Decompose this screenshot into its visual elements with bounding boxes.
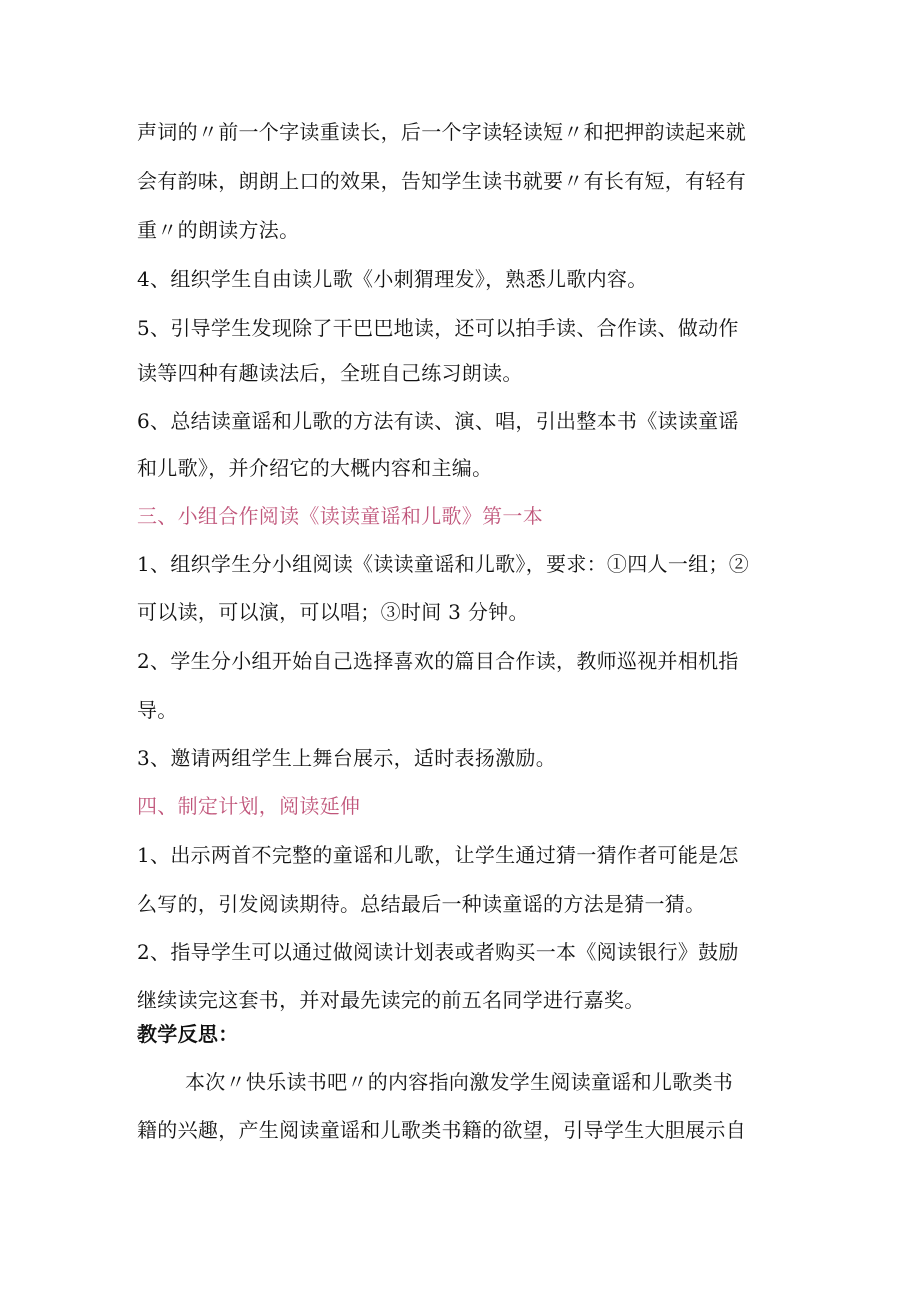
- reflection-heading: 教学反思：: [137, 1022, 239, 1046]
- list-item-1: 1、出示两首不完整的童谣和儿歌，让学生通过猜一猜作者可能是怎: [137, 843, 739, 867]
- reflection-paragraph-line: 籍的兴趣，产生阅读童谣和儿歌类书籍的欲望，引导学生大胆展示自: [137, 1118, 746, 1142]
- paragraph-line: 和儿歌》，并介绍它的大概内容和主编。: [137, 456, 493, 480]
- list-item-6: 6、总结读童谣和儿歌的方法有读、演、唱，引出整本书《读读童谣: [137, 409, 739, 433]
- list-item-1: 1、组织学生分小组阅读《读读童谣和儿歌》，要求：①四人一组；②: [137, 552, 750, 576]
- paragraph-line: 重〃的朗读方法。: [137, 218, 300, 242]
- paragraph-line: 可以读，可以演，可以唱；③时间 3 分钟。: [137, 600, 529, 624]
- paragraph-line: 导。: [137, 698, 178, 722]
- paragraph-line: 继续读完这套书，并对最先读完的前五名同学进行嘉奖。: [137, 988, 645, 1012]
- list-item-2: 2、学生分小组开始自己选择喜欢的篇目合作读，教师巡视并相机指: [137, 649, 739, 673]
- paragraph-line: 声词的〃前一个字读重读长，后一个字读轻读短〃和把押韵读起来就: [137, 120, 746, 144]
- paragraph-line: 么写的，引发阅读期待。总结最后一种读童谣的方法是猜一猜。: [137, 892, 706, 916]
- section-heading-3: 三、小组合作阅读《读读童谣和儿歌》第一本: [137, 504, 543, 528]
- list-item-5: 5、引导学生发现除了干巴巴地读，还可以拍手读、合作读、做动作: [137, 316, 739, 340]
- list-item-3: 3、邀请两组学生上舞台展示，适时表扬激励。: [137, 746, 557, 770]
- reflection-paragraph-line: 本次〃快乐读书吧〃的内容指向激发学生阅读童谣和儿歌类书: [185, 1070, 734, 1094]
- list-item-4: 4、组织学生自由读儿歌《小刺猬理发》，熟悉儿歌内容。: [137, 267, 648, 291]
- paragraph-line: 会有韵味，朗朗上口的效果，告知学生读书就要〃有长有短，有轻有: [137, 169, 746, 193]
- list-item-2: 2、指导学生可以通过做阅读计划表或者购买一本《阅读银行》鼓励: [137, 940, 739, 964]
- section-heading-4: 四、制定计划，阅读延伸: [137, 794, 361, 818]
- paragraph-line: 读等四种有趣读法后，全班自己练习朗读。: [137, 361, 523, 385]
